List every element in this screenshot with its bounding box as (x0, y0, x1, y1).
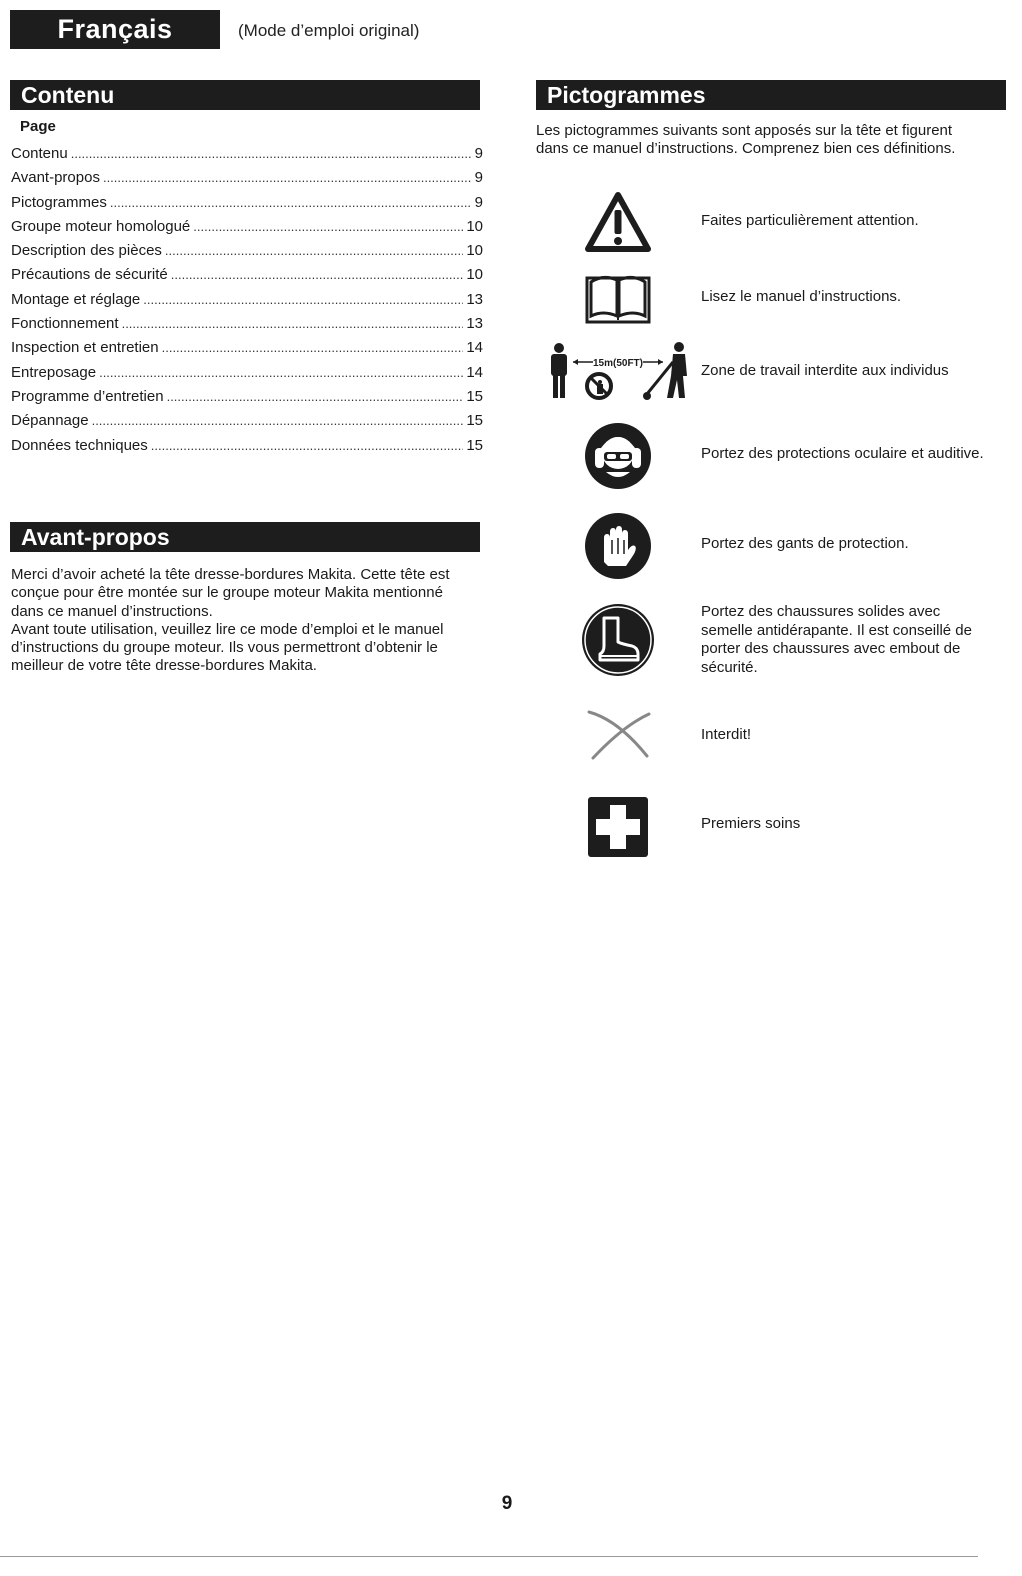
toc-entry (11, 266, 483, 290)
warning-triangle-icon (585, 190, 651, 254)
toc-leader-dots (171, 267, 464, 282)
toc-entry-page: 15 (466, 436, 483, 454)
bottom-divider (0, 1556, 978, 1557)
language-tab: Français (10, 10, 220, 49)
foreword-line: dans ce manuel d’instructions. (11, 602, 213, 620)
toc-entry-page: 10 (466, 266, 483, 284)
gloves-icon (582, 510, 654, 582)
toc-entry (11, 218, 483, 242)
toc-entry-page: 14 (466, 339, 483, 357)
toc-page-label: Page (20, 118, 56, 135)
pictogram-label-line: Portez des protections oculaire et auditive. (701, 445, 984, 462)
toc-leader-dots (71, 146, 472, 161)
toc-leader-dots (143, 292, 463, 307)
toc-entry-page: 13 (466, 290, 483, 308)
toc-entry (11, 388, 483, 412)
foreword-line: meilleur de votre tête dresse-bordures Makita. (11, 657, 317, 675)
toc-entry-title: Dépannage (11, 412, 89, 430)
pictogram-label (701, 288, 1001, 307)
toc-entry-page: 10 (466, 217, 483, 235)
pictogram-label-line: semelle antidérapante. Il est conseillé de (701, 621, 972, 639)
toc-entry-title: Programme d’entretien (11, 387, 164, 405)
pictogram-label (701, 726, 1001, 745)
toc-entry-title: Description des pièces (11, 242, 162, 260)
foreword-line: conçue pour être montée sur le groupe moteur Makita mentionné (11, 584, 443, 602)
foreword-line: d’instructions du groupe moteur. Ils vous permettront d’obtenir le (11, 639, 438, 657)
toc-entry-title: Contenu (11, 145, 68, 162)
toc-entry (11, 194, 483, 218)
table-of-contents (11, 145, 483, 461)
pictogram-label (701, 535, 1001, 554)
toc-entry (11, 291, 483, 315)
toc-entry-title: Données techniques (11, 436, 148, 454)
pictogram-row (545, 600, 1015, 680)
toc-entry-page: 9 (474, 145, 483, 162)
contents-heading: Contenu (10, 80, 480, 110)
pictogram-label-line: Faites particulièrement attention. (701, 212, 919, 229)
foreword-heading: Avant-propos (10, 522, 480, 552)
distance-label: 15m(50FT) (592, 358, 644, 369)
pictogram-row (545, 420, 1015, 492)
toc-entry-page: 10 (466, 242, 483, 260)
toc-entry (11, 437, 483, 461)
mode-original-label: (Mode d’emploi original) (238, 21, 420, 40)
toc-entry (11, 145, 483, 169)
toc-entry-page: 13 (466, 315, 483, 333)
toc-entry (11, 364, 483, 388)
pictograms-intro-line: dans ce manuel d’instructions. Comprenez bien ces définitions. (536, 140, 956, 158)
pictogram-row (545, 796, 1015, 860)
toc-entry-title: Fonctionnement (11, 315, 119, 333)
foreword-line: Merci d’avoir acheté la tête dresse-bordures Makita. Cette tête est (11, 566, 450, 583)
open-book-icon (583, 268, 653, 326)
pictogram-row (545, 510, 1015, 582)
toc-entry-title: Groupe moteur homologué (11, 217, 191, 235)
pictogram-label (701, 603, 1001, 677)
toc-entry-page: 15 (466, 387, 483, 405)
page-number: 9 (501, 1493, 513, 1514)
toc-leader-dots (151, 438, 464, 453)
toc-leader-dots (92, 413, 464, 428)
pictogram-row (545, 268, 1015, 326)
toc-leader-dots (99, 365, 463, 380)
toc-entry (11, 339, 483, 363)
pictogram-label-line: Lisez le manuel d’instructions. (701, 288, 902, 305)
pictogram-label (701, 445, 1001, 464)
pictograms-intro (536, 122, 1006, 159)
toc-entry-title: Précautions de sécurité (11, 266, 168, 284)
forbidden-cross-icon (583, 700, 653, 770)
toc-entry-title: Inspection et entretien (11, 339, 159, 357)
toc-entry-title: Entreposage (11, 363, 97, 381)
toc-leader-dots (167, 389, 464, 404)
pictogram-label-line: Portez des chaussures solides avec (701, 603, 941, 620)
keep-distance-icon (545, 340, 693, 404)
pictogram-label-line: Interdit! (701, 726, 752, 743)
toc-entry-title: Avant-propos (11, 169, 100, 187)
toc-leader-dots (110, 195, 472, 210)
toc-entry-page: 9 (474, 169, 483, 187)
eye-ear-protection-icon (582, 420, 654, 492)
pictogram-label-line: Zone de travail interdite aux individus (701, 362, 949, 379)
toc-leader-dots (193, 219, 463, 234)
toc-entry (11, 169, 483, 193)
pictogram-label-line: Portez des gants de protection. (701, 535, 909, 552)
toc-leader-dots (165, 243, 463, 258)
toc-entry (11, 412, 483, 436)
pictogram-label-line: Premiers soins (701, 815, 801, 832)
pictogram-row (545, 700, 1015, 770)
pictogram-row (545, 340, 1015, 404)
toc-entry-page: 9 (474, 193, 483, 211)
toc-entry-page: 15 (466, 412, 483, 430)
toc-leader-dots (103, 170, 472, 185)
pictogram-label (701, 362, 1001, 381)
pictograms-heading: Pictogrammes (536, 80, 1006, 110)
toc-entry-title: Montage et réglage (11, 290, 141, 308)
foreword-line: Avant toute utilisation, veuillez lire ce mode d’emploi et le manuel (11, 620, 444, 638)
pictogram-label-line: porter des chaussures avec embout de (701, 640, 961, 657)
foreword-text (11, 566, 481, 676)
pictograms-intro-line: Les pictogrammes suivants sont apposés sur la tête et figurent (536, 122, 953, 139)
toc-leader-dots (122, 316, 464, 331)
first-aid-icon (587, 796, 649, 858)
toc-entry-page: 14 (466, 363, 483, 381)
toc-entry (11, 242, 483, 266)
toc-entry-title: Pictogrammes (11, 193, 107, 211)
pictogram-label (701, 212, 1001, 231)
toc-entry (11, 315, 483, 339)
pictogram-row (545, 190, 1015, 254)
pictogram-label-line: sécurité. (701, 658, 758, 676)
boots-icon (580, 602, 656, 678)
pictogram-label (701, 815, 1001, 834)
toc-leader-dots (162, 340, 464, 355)
